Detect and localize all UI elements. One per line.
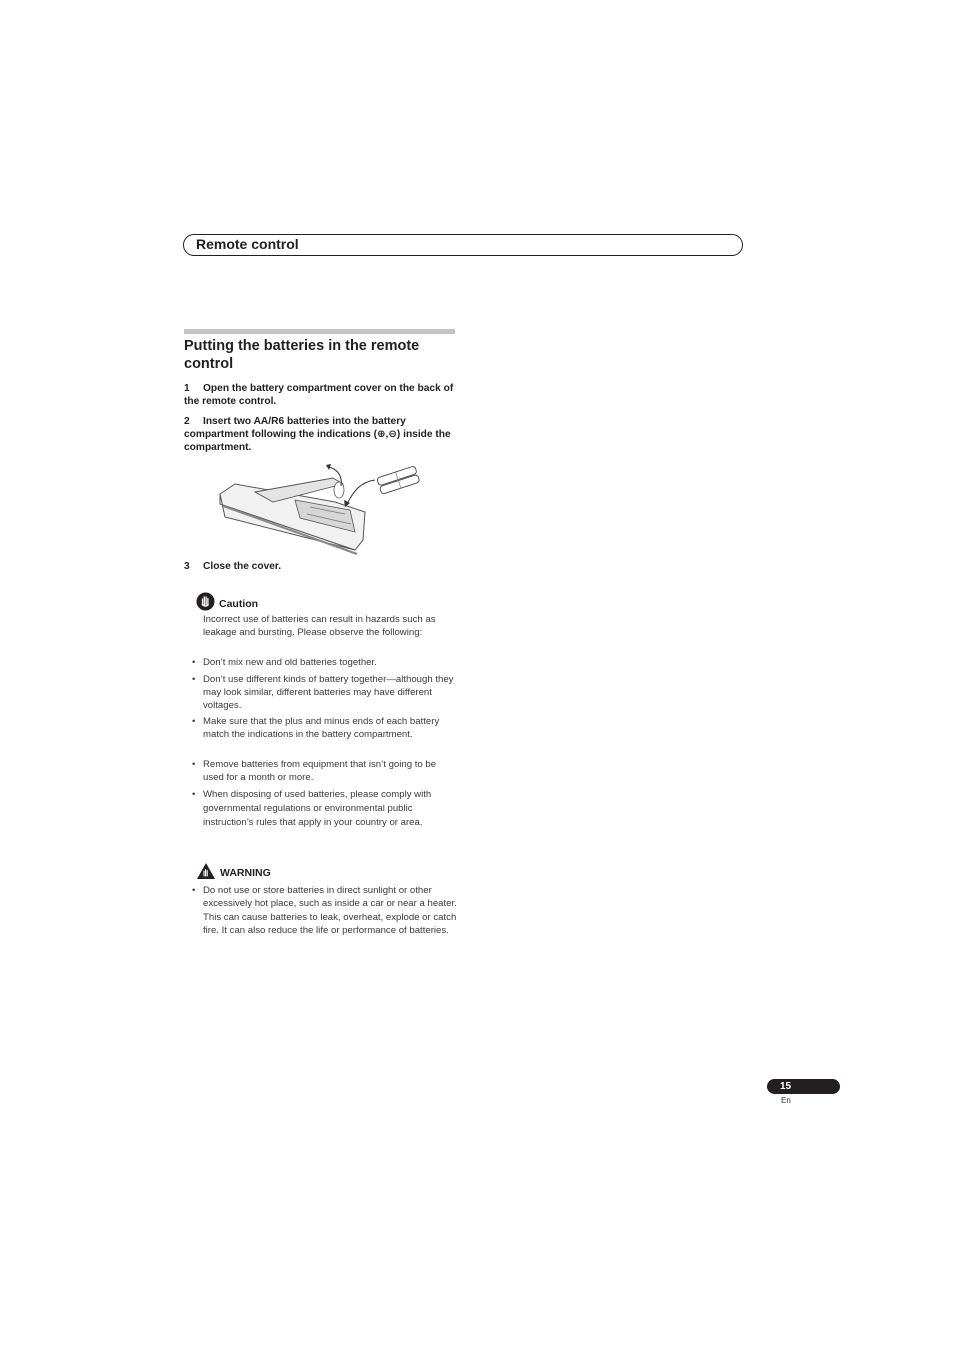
step-3 [184, 560, 459, 573]
list-item-text: When disposing of used batteries, please comply with governmental regulations or environmental public instruction’s rules that apply in your country or area. [203, 789, 432, 828]
list-item-text: Don’t mix new and old batteries together. [203, 657, 377, 668]
warning-title: WARNING [220, 867, 271, 879]
list-item: • When disposing of used batteries, please comply with governmental regulations or environmental public instruction’s rules that apply in your country or area. [192, 788, 458, 830]
list-item-text: Do not use or store batteries in direct sunlight or other excessively hot place, such as inside a car or near a heater. This can cause batteries to leak, overheat, explode or catch fire. It can also reduce the life or performance of batteries. [203, 885, 457, 936]
list-item: • Don’t mix new and old batteries together. [192, 656, 458, 669]
step-number: 1 [184, 383, 190, 394]
step-text: Close the cover. [203, 561, 282, 572]
list-item-text: Don’t use different kinds of battery together—although they may look similar, different batteries may have different voltages. [203, 674, 454, 711]
step-number: 3 [184, 561, 190, 572]
step-1 [184, 382, 459, 408]
step-text: Insert two AA/R6 batteries into the battery compartment following the indications (⊕,⊖) inside the compartment. [184, 416, 451, 453]
remote-battery-illustration [215, 462, 430, 562]
caution-intro: Incorrect use of batteries can result in hazards such as leakage and bursting. Please observe the following: [203, 614, 436, 638]
list-item: • Make sure that the plus and minus ends of each battery match the indications in the battery compartment. [192, 715, 458, 741]
chapter-header [183, 234, 743, 256]
step-number: 2 [184, 416, 190, 427]
warning-heading [196, 862, 271, 884]
list-item: • Remove batteries from equipment that isn’t going to be used for a month or more. [192, 758, 458, 784]
list-item: • Don’t use different kinds of battery together—although they may look similar, different batteries may have different voltages. [192, 673, 458, 712]
step-text: Open the battery compartment cover on the back of the remote control. [184, 383, 454, 407]
chapter-title: Remote control [196, 236, 299, 252]
list-item-text: Make sure that the plus and minus ends of each battery match the indications in the battery compartment. [203, 716, 440, 740]
hand-stop-icon [196, 592, 215, 615]
warning-triangle-icon [196, 862, 216, 884]
list-item: • Do not use or store batteries in direct sunlight or other excessively hot place, such as inside a car or near a heater. This can cause batteries to leak, overheat, explode or catch fire. It can also reduce the life or performance of batteries. [192, 885, 457, 936]
page-language: En [781, 1096, 791, 1105]
caution-title: Caution [219, 597, 259, 610]
section-rule [184, 329, 455, 334]
step-2 [184, 415, 459, 454]
caution-heading [196, 592, 258, 615]
page-number-badge [767, 1079, 840, 1094]
list-item-text: Remove batteries from equipment that isn’t going to be used for a month or more. [203, 759, 437, 783]
page-number: 15 [780, 1081, 792, 1092]
section-title: Putting the batteries in the remote control [184, 338, 420, 372]
